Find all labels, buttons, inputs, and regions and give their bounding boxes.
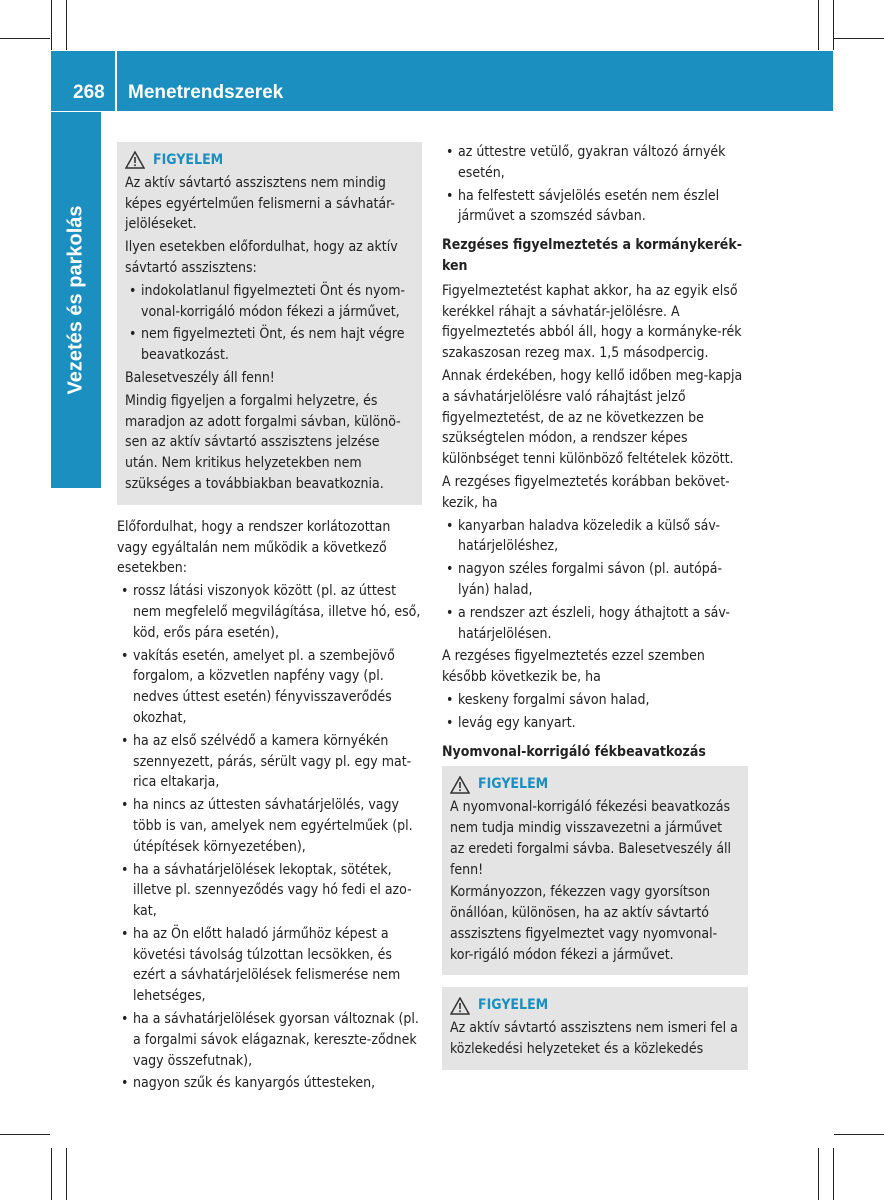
crop-mark — [818, 1148, 819, 1200]
section-side-label: Vezetés és parkolás — [64, 205, 87, 395]
warning-box — [117, 142, 422, 505]
list-item: • rossz látási viszonyok között (pl. az úttest nem megfelelő megvilágítása, illetve hó, eső, köd, erős pára esetén), — [117, 581, 422, 643]
crop-mark — [66, 0, 67, 50]
left-column — [117, 142, 422, 1096]
warning-triangle-icon — [450, 776, 470, 794]
crop-mark — [0, 38, 50, 39]
list-item: • indokolatlanul figyelmezteti Önt és nyom-vonal-korrigáló módon fékezi a járművet, — [125, 281, 414, 323]
warning-text: Az aktív sávtartó asszisztens nem ismeri fel a közlekedési helyzeteket és a közlekedés — [450, 1020, 738, 1058]
condition-list — [117, 581, 422, 1094]
warning-heading — [450, 774, 740, 795]
page-number: 268 — [73, 82, 105, 103]
list-item: • ha az Ön előtt haladó járműhöz képest a követési távolság túlzottan lecsökken, és ezért a sávhatárjelölések felismerése nem lehetséges, — [117, 924, 422, 1007]
list-item: • a rendszer azt észleli, hogy áthajtott a sáv-határjelölésen. — [442, 603, 748, 645]
crop-mark — [834, 38, 884, 39]
right-column — [442, 142, 748, 1070]
crop-mark — [51, 0, 52, 50]
warning-box — [442, 987, 748, 1069]
body-text: Annak érdekében, hogy kellő időben meg-kapja a sávhatárjelölésre való ráhajtást jelző figyelmeztetést, de az ne következzen be szükségtelen módon, a rendszer képes különbséget tenni különböző feltételek között. — [442, 367, 743, 468]
section-heading: Nyomvonal-korrigáló fékbeavatkozás — [442, 743, 706, 760]
list-item: • vakítás esetén, amelyet pl. a szembejövő forgalom, a közvetlen napfény vagy (pl. nedves úttest esetén) fényvisszaverődés okozhat, — [117, 646, 422, 729]
list-item: • ha nincs az úttesten sávhatárjelölés, vagy több is van, amelyek nem egyértelműek (pl. útépítések környezetében), — [117, 795, 422, 857]
list-item: • ha felfestett sávjelölés esetén nem észlel járművet a szomszéd sávban. — [442, 186, 748, 228]
warning-label: FIGYELEM — [153, 152, 224, 168]
crop-mark — [834, 1134, 884, 1135]
section-heading: Rezgéses figyelmeztetés a kormánykerék-ken — [442, 237, 742, 274]
crop-mark — [833, 1148, 834, 1200]
crop-mark — [51, 1148, 52, 1200]
body-text: A rezgéses figyelmeztetés ezzel szemben később következik be, ha — [442, 648, 705, 686]
body-text: Figyelmeztetést kaphat akkor, ha az egyik első kerékkel ráhajt a sávhatár-jelölésre. A figyelmeztetés abból áll, hogy a kormányke-rék szakaszosan rezeg max. 1,5 másodpercig. — [442, 282, 742, 362]
warning-triangle-icon — [450, 997, 470, 1015]
body-text: A rezgéses figyelmeztetés korábban bekövet-kezik, ha — [442, 473, 730, 511]
warning-text: Kormányozzon, fékezzen vagy gyorsítson önállóan, különösen, ha az aktív sávtartó asszisztens figyelmeztet vagy nyomvonal-kor-rigáló módon fékezi a járművet. — [450, 884, 718, 963]
warning-list — [125, 281, 414, 366]
warning-text: Balesetveszély áll fenn! — [125, 369, 275, 386]
condition-list — [442, 142, 748, 227]
list-item: • nem figyelmezteti Önt, és nem hajt végre beavatkozást. — [125, 324, 414, 366]
list-item: • ha a sávhatárjelölések lekoptak, sötétek, illetve pl. szennyeződés vagy hó fedi el azo-kat, — [117, 860, 422, 922]
warning-label: FIGYELEM — [478, 776, 549, 793]
warning-text: Az aktív sávtartó asszisztens nem mindig képes egyértelműen felismerni a sávhatár-jelöléseket. — [125, 174, 395, 233]
warning-box — [442, 766, 748, 975]
list-item: • nagyon széles forgalmi sávon (pl. autópá-lyán) halad, — [442, 559, 748, 601]
warning-text: A nyomvonal-korrigáló fékezési beavatkozás nem tudja mindig visszavezetni a járművet az eredeti forgalmi sávba. Balesetveszély áll fenn! — [450, 799, 732, 878]
body-text: Előfordulhat, hogy a rendszer korlátozottan vagy egyáltalán nem működik a következő esetekben: — [117, 518, 391, 577]
warning-heading — [450, 995, 740, 1016]
crop-mark — [833, 0, 834, 50]
warning-text: Ilyen esetekben előfordulhat, hogy az aktív sávtartó asszisztens: — [125, 239, 398, 276]
warning-heading — [125, 150, 414, 171]
list-item: • levág egy kanyart. — [442, 713, 748, 734]
condition-list — [442, 516, 748, 645]
condition-list — [442, 690, 748, 734]
warning-triangle-icon — [125, 151, 145, 169]
crop-mark — [0, 1134, 50, 1135]
list-item: • ha az első szélvédő a kamera környékén szennyezett, párás, sérült vagy pl. egy mat-rica eltakarja, — [117, 731, 422, 793]
list-item: • az úttestre vetülő, gyakran változó árnyék esetén, — [442, 142, 748, 184]
crop-mark — [66, 1148, 67, 1200]
list-item: • nagyon szűk és kanyargós úttesteken, — [117, 1073, 422, 1094]
list-item: • keskeny forgalmi sávon halad, — [442, 690, 748, 711]
list-item: • kanyarban haladva közeledik a külső sáv-határjelöléshez, — [442, 516, 748, 558]
list-item: • ha a sávhatárjelölések gyorsan változnak (pl. a forgalmi sávok elágaznak, kereszte-ződnek vagy összefutnak), — [117, 1009, 422, 1071]
warning-label: FIGYELEM — [478, 997, 549, 1014]
crop-mark — [818, 0, 819, 50]
page-title: Menetrendszerek — [128, 82, 284, 103]
warning-text: Mindig figyeljen a forgalmi helyzetre, és maradjon az adott forgalmi sávban, különö-sen az aktív sávtartó asszisztens jelzése után. Nem kritikus helyzetekben nem szükséges a továbbiakban beavatkoznia. — [125, 392, 401, 492]
